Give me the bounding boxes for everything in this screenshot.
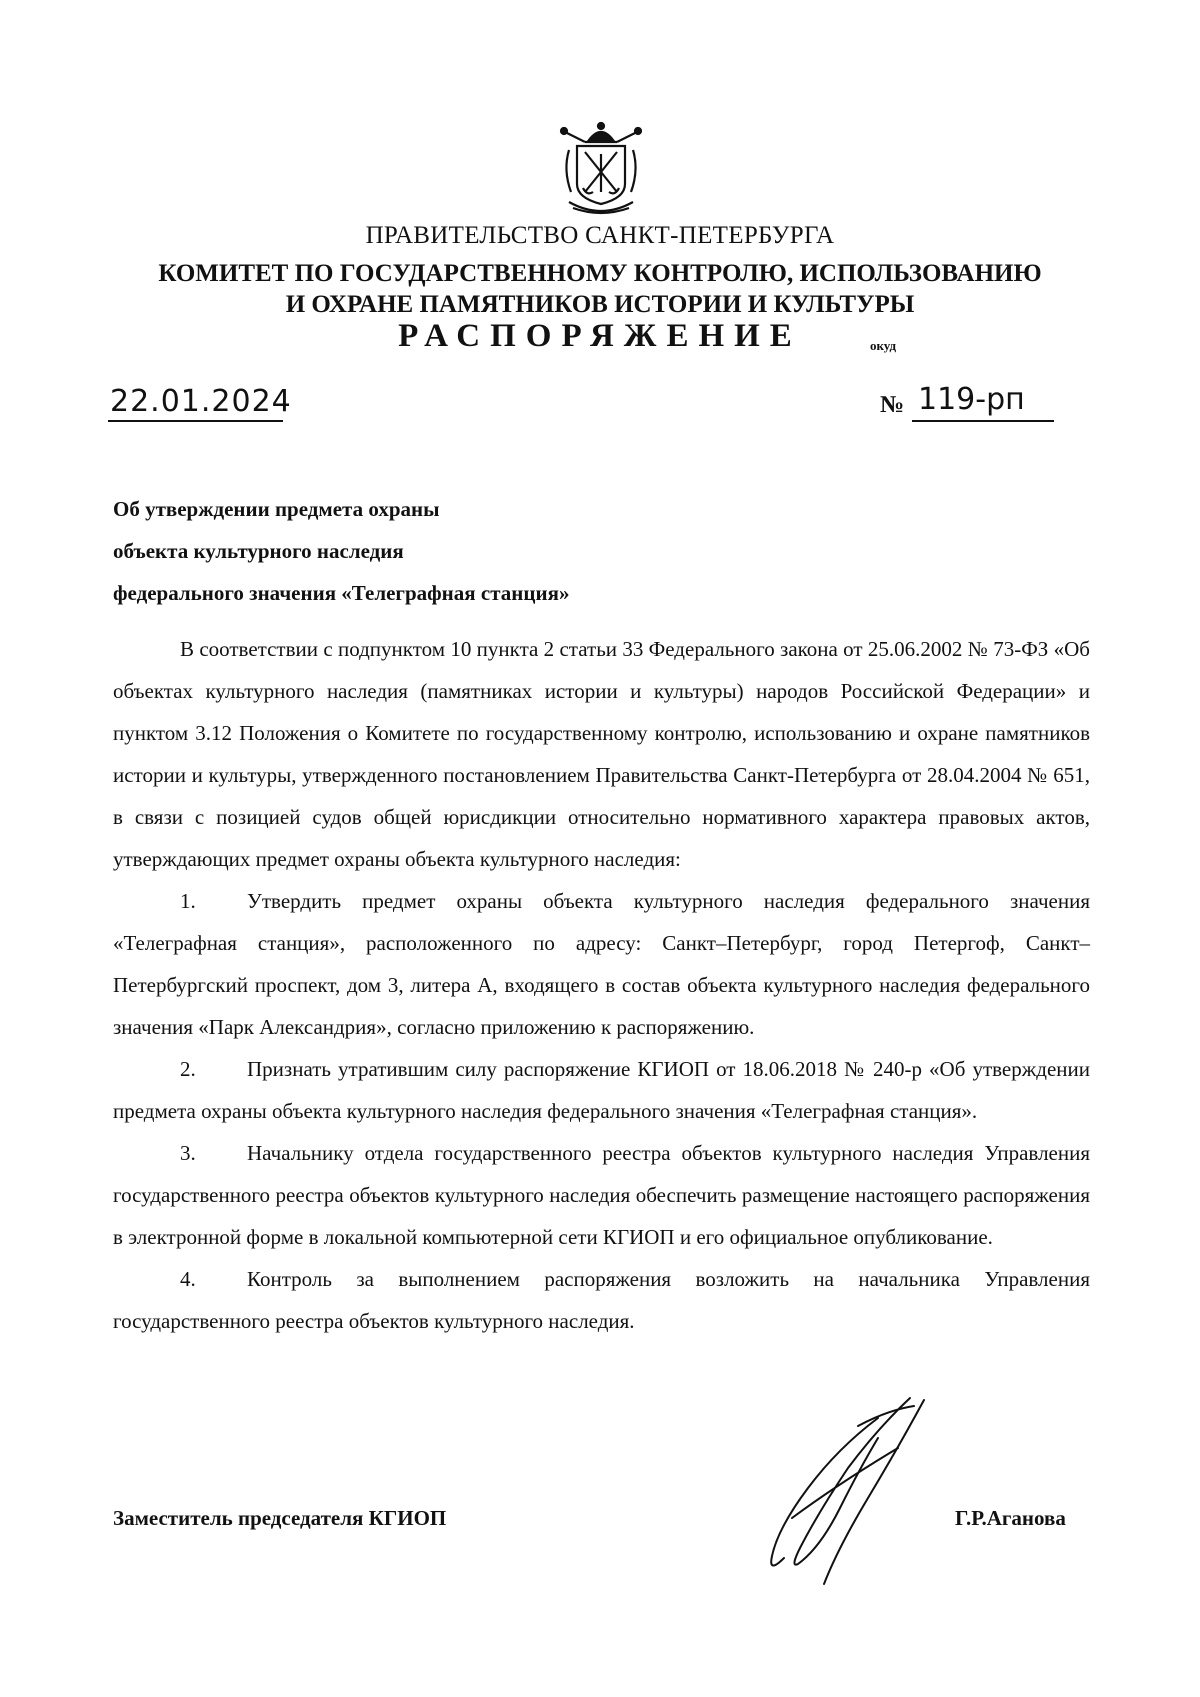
item-number: 4.: [180, 1267, 196, 1291]
document-type: РАСПОРЯЖЕНИЕ: [398, 318, 802, 354]
item-text: Контроль за выполнением распоряжения возложить на начальника Управления государственного реестра объектов культурного наследия.: [113, 1267, 1090, 1333]
list-item: [113, 1048, 1090, 1132]
list-item: [113, 880, 1090, 1048]
document-subject: [113, 488, 569, 614]
item-number: 3.: [180, 1141, 196, 1165]
subject-line: федерального значения «Телеграфная станция»: [113, 581, 570, 605]
handwritten-signature: [728, 1388, 938, 1588]
number-sign: №: [880, 392, 905, 418]
preamble-paragraph: В соответствии с подпунктом 10 пункта 2 статьи 33 Федерального закона от 25.06.2002 № 73-ФЗ «Об объектах культурного наследия (памятниках истории и культуры) народов Российской Федерации» и пунктом 3.12 Положения о Комитете по государственному контролю, использованию и охране памятников истории и культуры, утвержденного постановлением Правительства Санкт-Петербурга от 28.04.2004 № 651, в связи с позицией судов общей юрисдикции относительно нормативного характера правовых актов, утверждающих предмет охраны объекта культурного наследия:: [113, 637, 1090, 871]
committee-title-line2: И ОХРАНЕ ПАМЯТНИКОВ ИСТОРИИ И КУЛЬТУРЫ: [285, 291, 915, 318]
subject-line: Об утверждении предмета охраны: [113, 497, 440, 521]
list-item: [113, 1132, 1090, 1258]
list-item: [113, 1258, 1090, 1342]
number-underline: [912, 420, 1054, 422]
government-title: ПРАВИТЕЛЬСТВО САНКТ-ПЕТЕРБУРГА: [365, 222, 835, 249]
document-date: 22.01.2024: [110, 384, 292, 419]
coat-of-arms-emblem: [555, 120, 647, 220]
document-body: [113, 628, 1090, 1342]
item-text: Утвердить предмет охраны объекта культурного наследия федерального значения «Телеграфная станция», расположенного по адресу: Санкт–Петербург, город Петергоф, Санкт–Петербургский проспект, дом 3, литера А, входящего в состав объекта культурного наследия федерального значения «Парк Александрия», согласно приложению к распоряжению.: [113, 889, 1090, 1039]
okud-label: окуд: [870, 338, 897, 353]
document-number: 119-рп: [918, 382, 1025, 417]
signer-name: Г.Р.Аганова: [955, 1506, 1066, 1530]
subject-line: объекта культурного наследия: [113, 539, 404, 563]
item-text: Признать утратившим силу распоряжение КГИОП от 18.06.2018 № 240-р «Об утверждении предмета охраны объекта культурного наследия федерального значения «Телеграфная станция».: [113, 1057, 1090, 1123]
committee-title: [0, 258, 1200, 320]
item-number: 1.: [180, 889, 196, 913]
committee-title-line1: КОМИТЕТ ПО ГОСУДАРСТВЕННОМУ КОНТРОЛЮ, ИСПОЛЬЗОВАНИЮ: [158, 260, 1042, 287]
item-text: Начальнику отдела государственного реестра объектов культурного наследия Управления государственного реестра объектов культурного наследия обеспечить размещение настоящего распоряжения в электронной форме в локальной компьютерной сети КГИОП и его официальное опубликование.: [113, 1141, 1090, 1249]
signer-position: Заместитель председателя КГИОП: [113, 1506, 447, 1530]
date-underline: [108, 420, 283, 422]
item-number: 2.: [180, 1057, 196, 1081]
